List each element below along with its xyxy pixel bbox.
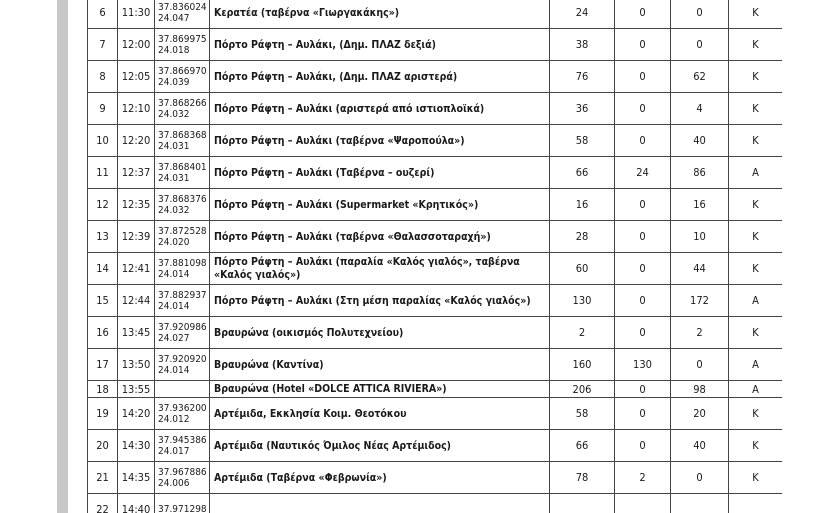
row-location: Πόρτο Ράφτη – Αυλάκι (ταβέρνα «Θαλασσοταραχή») <box>210 221 550 253</box>
row-number: 6 <box>88 0 118 29</box>
row-number: 7 <box>88 29 118 61</box>
row-latitude: 37.872528 <box>158 225 207 237</box>
row-coordinates <box>155 317 210 349</box>
table-row <box>88 381 783 398</box>
row-count-3: 2 <box>671 317 729 349</box>
row-count-2: 2 <box>615 462 671 494</box>
row-count-2 <box>615 494 671 513</box>
table-row <box>88 221 783 253</box>
row-location: Πόρτο Ράφτη – Αυλάκι (Ταβέρνα – ουζερί) <box>210 157 550 189</box>
row-category: Κ <box>729 0 783 29</box>
row-location: Πόρτο Ράφτη – Αυλάκι, (Δημ. ΠΛΑΖ δεξιά) <box>210 29 550 61</box>
row-latitude: 37.869975 <box>158 33 207 45</box>
row-time: 12:35 <box>118 189 155 221</box>
row-time: 12:44 <box>118 285 155 317</box>
row-category: Κ <box>729 430 783 462</box>
row-count-1: 58 <box>550 125 615 157</box>
row-location: Αρτέμιδα, Εκκλησία Κοιμ. Θεοτόκου <box>210 398 550 430</box>
row-coordinates <box>155 462 210 494</box>
row-number: 15 <box>88 285 118 317</box>
row-location <box>210 494 550 513</box>
table-container <box>87 0 782 513</box>
row-count-1: 2 <box>550 317 615 349</box>
row-count-2: 0 <box>615 61 671 93</box>
row-coordinates <box>155 61 210 93</box>
row-number: 20 <box>88 430 118 462</box>
row-time: 12:37 <box>118 157 155 189</box>
row-latitude: 37.971298 <box>158 504 207 513</box>
row-coordinates <box>155 430 210 462</box>
row-count-3: 0 <box>671 0 729 29</box>
row-number: 10 <box>88 125 118 157</box>
row-count-3: 0 <box>671 349 729 381</box>
row-count-1: 58 <box>550 398 615 430</box>
row-coordinates <box>155 398 210 430</box>
row-count-1: 130 <box>550 285 615 317</box>
row-location: Πόρτο Ράφτη – Αυλάκι (παραλία «Καλός γιαλός», ταβέρνα «Καλός γιαλός») <box>210 253 550 285</box>
row-count-3: 16 <box>671 189 729 221</box>
row-category: Α <box>729 349 783 381</box>
row-latitude: 37.881098 <box>158 257 207 269</box>
row-count-3: 62 <box>671 61 729 93</box>
row-count-1: 16 <box>550 189 615 221</box>
row-longitude: 24.027 <box>158 332 190 344</box>
row-category: Κ <box>729 398 783 430</box>
row-latitude: 37.936200 <box>158 402 207 414</box>
row-location: Βραυρώνα (Hotel «DOLCE ATTICA RIVIERA») <box>210 381 550 398</box>
row-count-1: 38 <box>550 29 615 61</box>
row-number: 17 <box>88 349 118 381</box>
row-latitude: 37.920920 <box>158 353 207 365</box>
row-latitude: 37.868266 <box>158 97 207 109</box>
row-count-1: 36 <box>550 93 615 125</box>
row-count-2: 0 <box>615 430 671 462</box>
row-location: Πόρτο Ράφτη – Αυλάκι (αριστερά από ιστιοπλοϊκά) <box>210 93 550 125</box>
row-longitude: 24.031 <box>158 172 190 184</box>
table-row <box>88 189 783 221</box>
row-longitude: 24.014 <box>158 300 190 312</box>
row-coordinates <box>155 253 210 285</box>
row-category: Κ <box>729 125 783 157</box>
row-latitude: 37.868376 <box>158 193 207 205</box>
row-time: 13:55 <box>118 381 155 398</box>
row-longitude: 24.006 <box>158 477 190 489</box>
row-number: 14 <box>88 253 118 285</box>
row-coordinates <box>155 0 210 29</box>
row-time: 14:20 <box>118 398 155 430</box>
table-row <box>88 253 783 285</box>
row-count-2: 0 <box>615 381 671 398</box>
row-count-2: 0 <box>615 398 671 430</box>
row-count-1: 78 <box>550 462 615 494</box>
row-count-3: 40 <box>671 125 729 157</box>
row-count-2: 24 <box>615 157 671 189</box>
row-count-1: 206 <box>550 381 615 398</box>
row-count-3: 172 <box>671 285 729 317</box>
row-count-3: 4 <box>671 93 729 125</box>
row-longitude: 24.018 <box>158 44 190 56</box>
table-row <box>88 349 783 381</box>
row-count-2: 0 <box>615 253 671 285</box>
row-count-2: 0 <box>615 0 671 29</box>
row-count-1: 28 <box>550 221 615 253</box>
row-number: 8 <box>88 61 118 93</box>
row-category: Κ <box>729 253 783 285</box>
row-count-1: 24 <box>550 0 615 29</box>
page-margin-bar <box>57 0 68 513</box>
row-count-1: 60 <box>550 253 615 285</box>
row-count-3: 0 <box>671 462 729 494</box>
row-coordinates <box>155 189 210 221</box>
row-coordinates <box>155 125 210 157</box>
row-coordinates <box>155 93 210 125</box>
table-row <box>88 93 783 125</box>
row-time: 13:50 <box>118 349 155 381</box>
row-category: Α <box>729 381 783 398</box>
row-time: 12:20 <box>118 125 155 157</box>
row-location: Βραυρώνα (Καντίνα) <box>210 349 550 381</box>
row-coordinates <box>155 157 210 189</box>
row-time: 14:40 <box>118 494 155 513</box>
row-longitude: 24.032 <box>158 204 190 216</box>
row-number: 19 <box>88 398 118 430</box>
row-longitude: 24.047 <box>158 12 190 24</box>
row-latitude: 37.882937 <box>158 289 207 301</box>
row-coordinates <box>155 29 210 61</box>
row-category: Α <box>729 285 783 317</box>
row-count-1: 66 <box>550 430 615 462</box>
row-count-3 <box>671 494 729 513</box>
row-number: 21 <box>88 462 118 494</box>
row-latitude: 37.945386 <box>158 434 207 446</box>
data-table <box>87 0 782 513</box>
row-number: 12 <box>88 189 118 221</box>
row-time: 12:39 <box>118 221 155 253</box>
row-number: 18 <box>88 381 118 398</box>
row-coordinates <box>155 285 210 317</box>
row-location: Αρτέμιδα (Ναυτικός Όμιλος Νέας Αρτέμιδος) <box>210 430 550 462</box>
row-time: 14:30 <box>118 430 155 462</box>
row-number: 13 <box>88 221 118 253</box>
row-location: Πόρτο Ράφτη – Αυλάκι (Στη μέση παραλίας «Καλός γιαλός») <box>210 285 550 317</box>
row-longitude: 24.014 <box>158 268 190 280</box>
row-category: Α <box>729 157 783 189</box>
row-number: 9 <box>88 93 118 125</box>
row-count-2: 0 <box>615 125 671 157</box>
row-category: Κ <box>729 462 783 494</box>
row-latitude: 37.967886 <box>158 466 207 478</box>
row-count-3: 98 <box>671 381 729 398</box>
row-time: 12:00 <box>118 29 155 61</box>
row-count-2: 0 <box>615 93 671 125</box>
row-count-3: 20 <box>671 398 729 430</box>
row-longitude: 24.031 <box>158 140 190 152</box>
row-latitude: 37.836024 <box>158 1 207 13</box>
table-row <box>88 157 783 189</box>
row-location: Κερατέα (ταβέρνα «Γιωργακάκης») <box>210 0 550 29</box>
row-count-1 <box>550 494 615 513</box>
row-count-1: 76 <box>550 61 615 93</box>
row-number: 11 <box>88 157 118 189</box>
row-latitude: 37.866970 <box>158 65 207 77</box>
row-category: Κ <box>729 189 783 221</box>
table-row <box>88 61 783 93</box>
row-number: 22 <box>88 494 118 513</box>
row-count-2: 0 <box>615 189 671 221</box>
row-count-2: 130 <box>615 349 671 381</box>
row-longitude: 24.039 <box>158 76 190 88</box>
row-count-2: 0 <box>615 317 671 349</box>
row-location: Πόρτο Ράφτη – Αυλάκι (ταβέρνα «Ψαροπούλα») <box>210 125 550 157</box>
row-number: 16 <box>88 317 118 349</box>
row-category: Κ <box>729 317 783 349</box>
row-category: Κ <box>729 221 783 253</box>
row-latitude: 37.868368 <box>158 129 207 141</box>
table-row <box>88 494 783 513</box>
row-location: Αρτέμιδα (Ταβέρνα «Φεβρωνία») <box>210 462 550 494</box>
row-longitude: 24.012 <box>158 413 190 425</box>
row-category: Κ <box>729 29 783 61</box>
row-longitude: 24.014 <box>158 364 190 376</box>
row-time: 12:05 <box>118 61 155 93</box>
row-time: 12:41 <box>118 253 155 285</box>
row-time: 13:45 <box>118 317 155 349</box>
table-row <box>88 0 783 29</box>
row-location: Πόρτο Ράφτη – Αυλάκι, (Δημ. ΠΛΑΖ αριστερά) <box>210 61 550 93</box>
row-count-3: 86 <box>671 157 729 189</box>
row-longitude: 24.017 <box>158 445 190 457</box>
table-row <box>88 125 783 157</box>
table-row <box>88 430 783 462</box>
row-coordinates <box>155 381 210 398</box>
table-row <box>88 317 783 349</box>
row-coordinates <box>155 221 210 253</box>
row-category <box>729 494 783 513</box>
table-row <box>88 398 783 430</box>
row-count-3: 40 <box>671 430 729 462</box>
row-count-1: 66 <box>550 157 615 189</box>
row-count-2: 0 <box>615 285 671 317</box>
row-time: 14:35 <box>118 462 155 494</box>
row-location: Βραυρώνα (οικισμός Πολυτεχνείου) <box>210 317 550 349</box>
row-category: Κ <box>729 61 783 93</box>
row-count-3: 44 <box>671 253 729 285</box>
table-row <box>88 29 783 61</box>
row-latitude: 37.920986 <box>158 321 207 333</box>
row-category: Κ <box>729 93 783 125</box>
table-row <box>88 285 783 317</box>
row-longitude: 24.020 <box>158 236 190 248</box>
row-latitude: 37.868401 <box>158 161 207 173</box>
row-count-2: 0 <box>615 221 671 253</box>
row-location: Πόρτο Ράφτη – Αυλάκι (Supermarket «Κρητικός») <box>210 189 550 221</box>
table-row <box>88 462 783 494</box>
row-count-1: 160 <box>550 349 615 381</box>
row-count-3: 10 <box>671 221 729 253</box>
row-time: 12:10 <box>118 93 155 125</box>
row-count-3: 0 <box>671 29 729 61</box>
row-time: 11:30 <box>118 0 155 29</box>
row-longitude: 24.032 <box>158 108 190 120</box>
row-count-2: 0 <box>615 29 671 61</box>
row-coordinates <box>155 349 210 381</box>
row-coordinates <box>155 494 210 513</box>
